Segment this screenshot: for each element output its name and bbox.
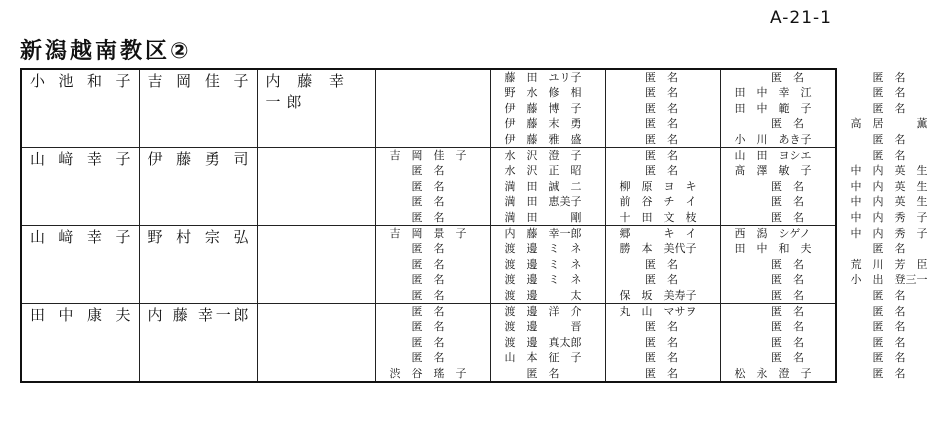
list-item: 渋 谷 瑤 子 [389,366,467,380]
list-item [390,132,490,147]
cell-name: 内 藤 幸一郎 [147,305,249,324]
name-cell-col2 [139,225,257,303]
list-item: 渡 邊 真太郎 [504,335,582,349]
list-item: 匿 名 [389,335,445,349]
list-item: 匿 名 [734,351,804,365]
list-item: 匿 名 [619,273,678,287]
list-item: 匿 名 [734,273,804,287]
list-item: 内 藤 幸一郎 [504,226,582,240]
list-cell-col6 [605,69,720,147]
roster-table [20,68,928,383]
list-cell-col5 [490,69,605,147]
list-item: 匿 名 [734,71,804,84]
list-item: 匿 名 [619,86,678,100]
name-cell-col1 [21,225,139,303]
list-item: 匿 名 [389,242,445,256]
list-item: 満 田 剛 [504,210,582,224]
list-item: 伊 藤 末 勇 [504,117,582,131]
list-item: 匿 名 [734,210,804,224]
list-item: 匿 名 [619,164,678,178]
roster-body [21,69,928,382]
list-item: 渡 邊 晋 [504,320,582,334]
list-item: 水 沢 正 昭 [504,164,582,178]
list-item: 渡 邊 ミ ネ [504,242,582,256]
list-item [390,85,490,100]
name-cell-col3 [257,303,375,381]
cell-name: 山 﨑 幸 子 [30,149,131,168]
list-item: 満 田 誠 二 [504,179,582,193]
list-item: 松 永 澄 子 [734,366,812,380]
list-item: 匿 名 [389,257,445,271]
list-item: 匿 名 [734,195,804,209]
list-cell-col4 [375,225,490,303]
list-item: 満 田 恵美子 [504,195,582,209]
list-item: 西 潟 シゲノ [734,226,811,240]
list-item: 匿 名 [504,366,560,380]
cell-name: 小 池 和 子 [30,72,131,90]
name-cell-col3 [257,69,375,147]
list-item: 匿 名 [619,71,678,84]
name-cell-col2 [139,147,257,225]
list-item: 匿 名 [734,257,804,271]
name-cell-col2 [139,69,257,147]
list-item: 田 中 範 子 [734,101,812,115]
list-cell-col4 [375,69,490,147]
list-item: 前 谷 チ イ [619,195,697,209]
cell-name: 田 中 康 夫 [30,305,131,324]
list-item: 郷 キ イ [619,226,697,240]
list-item: 渡 邊 太 [504,288,582,302]
district-title: 新潟越南教区② [20,39,192,64]
table-row: 小 池 和 子 吉 岡 佳 子 内 藤 幸一郎 藤 田 ユリ子 野 水 修 相 伊 藤 博 子 伊 藤 末 勇 伊 藤 雅 盛 匿 名 匿 名 匿 名 匿 名 匿 名 匿 名 田 中 幸 江 田 中 範 子 匿 名 小 川 あき子 匿 名 匿 名 匿 名 高 居 薫 匿 名 [21,69,836,147]
list-item: 匿 名 [389,320,445,334]
list-item: 匿 名 [734,320,804,334]
list-item: 伊 藤 博 子 [504,101,582,115]
list-cell-col7 [720,303,836,381]
list-item: 田 中 和 夫 [734,242,812,256]
list-item: 匿 名 [619,101,678,115]
list-item: 匿 名 [734,335,804,349]
list-item: 渡 邊 ミ ネ [504,257,582,271]
list-item: 匿 名 [619,335,678,349]
list-cell-col4 [375,147,490,225]
page-code: A-21-1 [770,8,832,28]
list-item: 匿 名 [619,257,678,271]
table-row: 山 﨑 幸 子 伊 藤 勇 司 吉 岡 佳 子 匿 名 匿 名 匿 名 匿 名 水 沢 澄 子 水 沢 正 昭 満 田 誠 二 満 田 恵美子 満 田 剛 匿 名 匿 名 柳 原 ヨ キ 前 谷 チ イ 十 田 文 枝 山 田 ヨシエ 髙 澤 敏 子 匿 名 匿 名 匿 名 匿 名 中 内 英 生 中 内 英 生 中 内 英 生 中 内 秀 子 [21,147,836,225]
list-item: 匿 名 [734,179,804,193]
list-item: 匿 名 [389,195,445,209]
list-item: 匿 名 [389,288,445,302]
list-item: 保 坂 美寿子 [619,288,697,302]
list-cell-col7 [720,69,836,147]
name-cell-col3 [257,147,375,225]
list-cell-col5 [490,303,605,381]
list-item: 匿 名 [389,351,445,365]
list-item: 匿 名 [619,320,678,334]
list-cell-col6 [605,225,720,303]
list-item: 匿 名 [734,304,804,318]
list-item: 丸 山 マサヲ [619,304,697,318]
name-cell-col1 [21,147,139,225]
list-item [390,70,490,85]
cell-name: 山 﨑 幸 子 [30,227,131,246]
list-cell-col5 [490,147,605,225]
list-item: 伊 藤 雅 盛 [504,132,582,146]
list-item [390,101,490,116]
list-item: 匿 名 [734,117,804,131]
list-item: 匿 名 [619,148,678,162]
list-item: 匿 名 [619,132,678,146]
list-item: 髙 澤 敏 子 [734,164,812,178]
name-cell-col2 [139,303,257,381]
list-item: 十 田 文 枝 [619,210,697,224]
list-item: 匿 名 [389,273,445,287]
list-item: 匿 名 [619,351,678,365]
list-item: 山 田 ヨシエ [734,148,812,162]
list-item: 吉 岡 景 子 [389,226,467,240]
list-item: 柳 原 ヨ キ [619,179,697,193]
cell-name: 吉 岡 佳 子 [147,72,249,90]
list-item: 山 本 征 子 [504,351,582,365]
name-cell-col1 [21,69,139,147]
table-row: 山 﨑 幸 子 野 村 宗 弘 吉 岡 景 子 匿 名 匿 名 匿 名 匿 名 内 藤 幸一郎 渡 邊 ミ ネ 渡 邊 ミ ネ 渡 邊 ミ ネ 渡 邊 太 郷 キ イ 勝 本 美代子 匿 名 匿 名 保 坂 美寿子 西 潟 シゲノ 田 中 和 夫 匿 名 匿 名 匿 名 中 内 秀 子 匿 名 荒 川 芳 臣 小 出 登三一 匿 名 [21,225,836,303]
list-item [390,116,490,131]
list-item: 水 沢 澄 子 [504,148,582,162]
table-row: 田 中 康 夫 内 藤 幸一郎 匿 名 匿 名 匿 名 匿 名 渋 谷 瑤 子 渡 邊 洋 介 渡 邊 晋 渡 邊 真太郎 山 本 征 子 匿 名 丸 山 マサヲ 匿 名 匿 名 匿 名 匿 名 匿 名 匿 名 匿 名 匿 名 松 永 澄 子 匿 名 匿 名 匿 名 匿 名 匿 名 [21,303,836,381]
list-item: 匿 名 [389,164,445,178]
cell-name: 内 藤 幸一郎 [265,72,351,111]
list-item: 匿 名 [389,210,445,224]
list-item: 渡 邊 洋 介 [504,304,582,318]
list-item: 匿 名 [389,179,445,193]
list-cell-col5 [490,225,605,303]
list-item: 匿 名 [734,288,804,302]
list-item: 匿 名 [619,366,678,380]
list-item: 田 中 幸 江 [734,86,812,100]
list-cell-col7 [720,225,836,303]
list-item: 野 水 修 相 [504,86,582,100]
list-item: 小 川 あき子 [734,132,812,146]
name-cell-col3 [257,225,375,303]
list-item: 匿 名 [619,117,678,131]
list-item: 勝 本 美代子 [619,242,697,256]
cell-name: 伊 藤 勇 司 [147,149,249,168]
list-cell-col4 [375,303,490,381]
list-cell-col7 [720,147,836,225]
list-item: 匿 名 [389,304,445,318]
list-item: 藤 田 ユリ子 [504,71,582,84]
name-cell-col1 [21,303,139,381]
list-cell-col6 [605,147,720,225]
list-item: 渡 邊 ミ ネ [504,273,582,287]
list-item: 吉 岡 佳 子 [389,148,467,162]
list-cell-col6 [605,303,720,381]
cell-name: 野 村 宗 弘 [147,227,249,246]
